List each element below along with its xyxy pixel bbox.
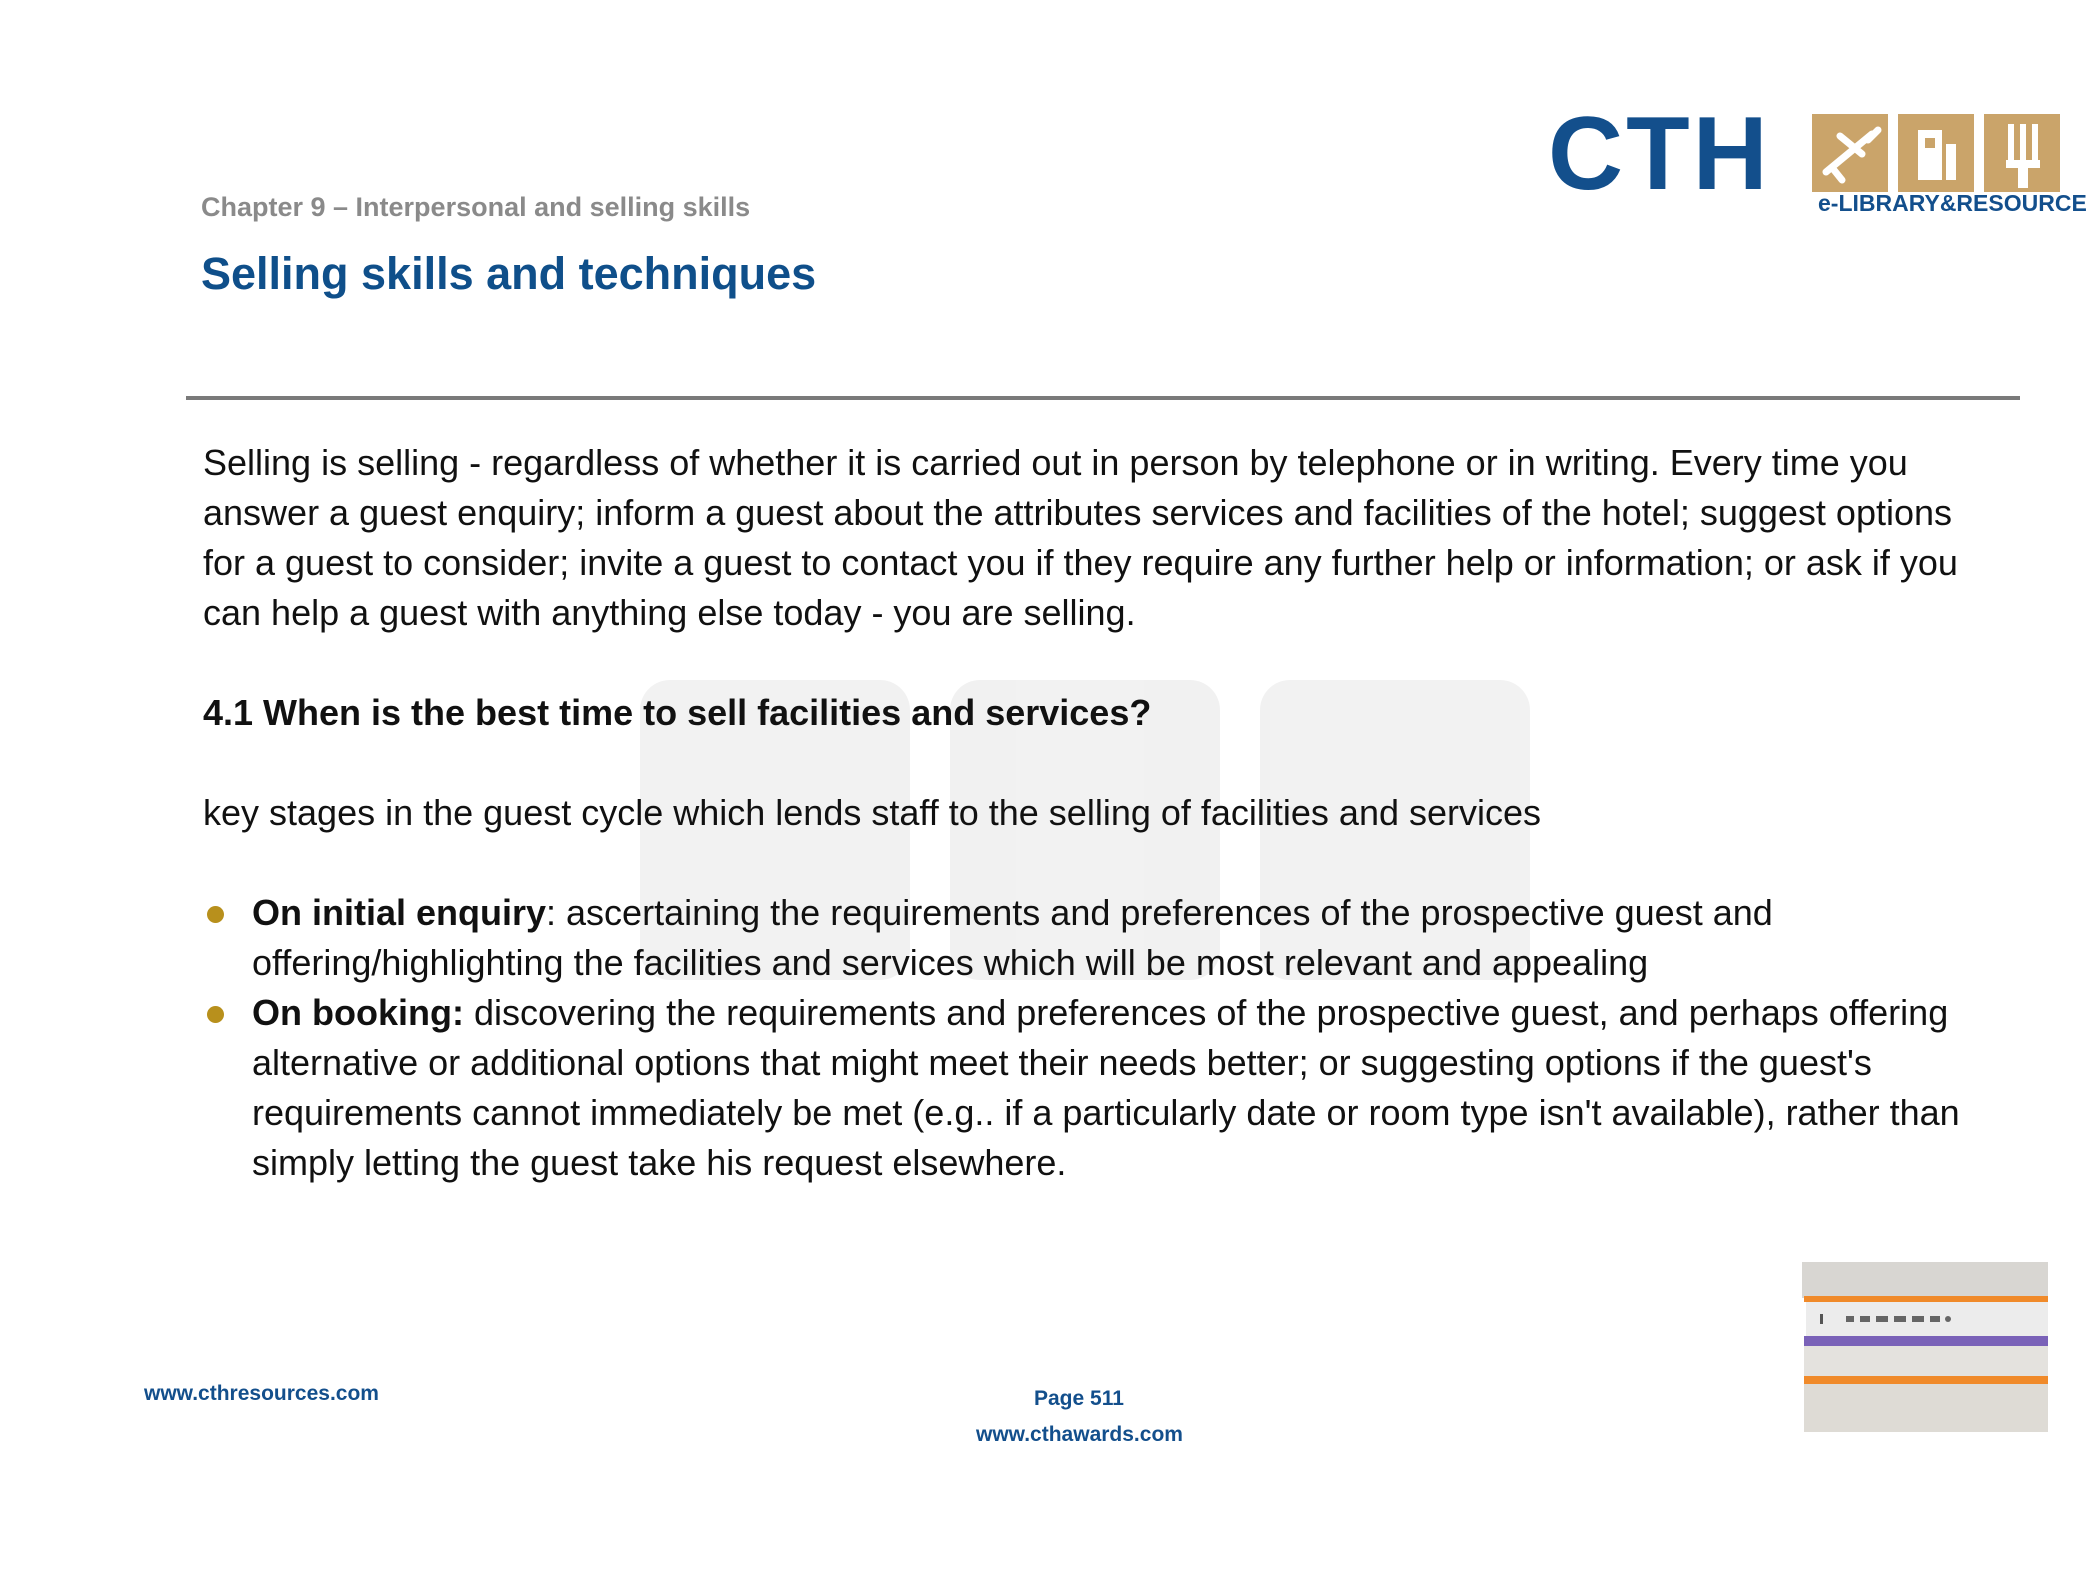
header-divider — [186, 396, 2020, 400]
intro-paragraph: Selling is selling - regardless of whether it is carried out in person by telephone or in writing. Every time you answer a guest enquiry; inform a guest about the attributes services and facilities of the hotel; suggest options for a guest to consider; invite a guest to contact you if they require any further help or information; or ask if you can help a guest with anything else today - you are selling. — [203, 442, 1958, 633]
laptop-image — [1800, 1262, 2048, 1432]
bullet-dot — [207, 1006, 224, 1023]
lead-paragraph: key stages in the guest cycle which lends staff to the selling of facilities and services — [203, 792, 1542, 833]
list-item — [203, 888, 1993, 988]
logo-tiles — [1812, 114, 2060, 192]
body-content — [203, 438, 1993, 1188]
bullet-dot — [207, 906, 224, 923]
page-title: Selling skills and techniques — [201, 248, 817, 299]
section-heading: 4.1 When is the best time to sell facilities and services? — [203, 692, 1152, 733]
fork-icon — [1984, 114, 2060, 192]
bullet-list — [203, 888, 1993, 1188]
hotel-icon — [1898, 114, 1974, 192]
logo-brand: CTH — [1548, 96, 1771, 212]
bullet-term: On initial enquiry — [252, 892, 547, 933]
airplane-icon — [1812, 114, 1888, 192]
chapter-label: Chapter 9 – Interpersonal and selling skills — [201, 192, 751, 222]
list-item — [203, 988, 1993, 1188]
footer-resources-link[interactable]: www.cthresources.com — [144, 1382, 379, 1405]
bullet-term: On booking: — [252, 992, 464, 1033]
footer-awards-link[interactable]: www.cthawards.com — [976, 1423, 1183, 1446]
cth-logo — [1548, 96, 2087, 234]
page-number: Page 511 — [1034, 1387, 1124, 1410]
bullet-text: discovering the requirements and preferences of the prospective guest, and perhaps offering alternative or additional options that might meet their needs better; or suggesting options if the guest's requirements cannot immediately be met (e.g.. if a particularly date or room type isn't available), rather than simply letting the guest take his request elsewhere. — [252, 992, 1960, 1183]
logo-tagline: e-LIBRARY&RESOURCE — [1818, 190, 2087, 216]
bullet-text: : ascertaining the requirements and preferences of the prospective guest and offering/highlighting the facilities and services which will be most relevant and appealing — [252, 892, 1773, 983]
